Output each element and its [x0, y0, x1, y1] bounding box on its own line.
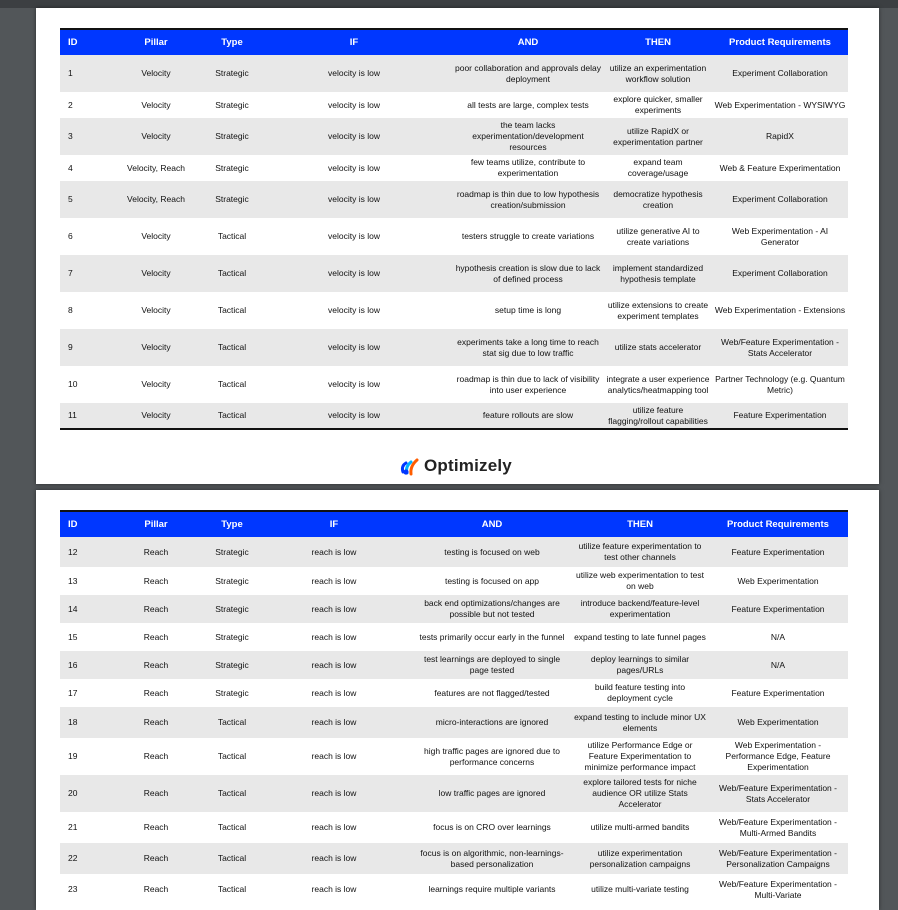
table-cell: Reach [104, 537, 208, 567]
table-cell: Tactical [208, 843, 256, 874]
table-cell: Web/Feature Experimentation - Stats Accelerator [708, 775, 848, 812]
table-cell: Velocity [104, 329, 208, 366]
table-cell: Strategic [215, 99, 249, 110]
table-cell: Reach [104, 707, 208, 738]
table-cell: Reach [143, 575, 169, 586]
table-cell: 6 [68, 231, 73, 241]
table-cell: testers struggle to create variations [461, 231, 595, 241]
table-body [60, 537, 848, 905]
hypothesis-table-page-2 [60, 510, 848, 905]
table-cell: expand testing to late funnel pages [574, 631, 706, 642]
table-header-row [60, 511, 848, 537]
column-header: Product Requirements [712, 29, 848, 55]
column-header: Type [208, 29, 256, 55]
table-row [60, 843, 848, 874]
table-cell: velocity is low [328, 305, 380, 315]
table-row [60, 679, 848, 707]
table-cell: Feature Experimentation [708, 537, 848, 567]
table-cell: 1 [60, 55, 104, 92]
table-cell: Reach [143, 884, 169, 894]
table-cell: 18 [60, 707, 104, 738]
table-cell: Strategic [208, 537, 256, 567]
table-cell: reach is low [256, 595, 412, 623]
column-header: AND [412, 511, 572, 537]
table-row [60, 874, 848, 905]
table-cell: 15 [68, 631, 78, 642]
table-cell: Reach [104, 651, 208, 679]
table-cell: reach is low [311, 631, 357, 642]
table-cell: 23 [68, 884, 78, 894]
table-cell: 17 [68, 687, 78, 698]
table-cell: Velocity [141, 379, 171, 389]
table-cell: velocity is low [256, 255, 452, 292]
table-cell: utilize multi-armed bandits [590, 822, 690, 832]
table-cell: Velocity [104, 255, 208, 292]
table-cell: Reach [104, 595, 208, 623]
table-cell: back end optimizations/changes are possible but not tested [412, 595, 572, 623]
table-cell: introduce backend/feature-level experimentation [572, 595, 708, 623]
table-cell: Tactical [217, 751, 247, 761]
table-cell: Strategic [208, 651, 256, 679]
table-cell: Tactical [217, 231, 247, 241]
column-header: ID [60, 511, 104, 537]
table-cell: Feature Experimentation [712, 403, 848, 429]
table-cell: Tactical [208, 255, 256, 292]
table-cell: roadmap is thin due to lack of visibility into user experience [456, 373, 600, 395]
table-cell: Experiment Collaboration [712, 55, 848, 92]
table-cell: Web Experimentation [737, 575, 819, 586]
table-row [60, 623, 848, 651]
table-cell: 13 [68, 575, 78, 586]
table-cell: utilize stats accelerator [604, 329, 712, 366]
table-row [60, 403, 848, 429]
optimizely-logo-icon [399, 454, 421, 478]
table-cell: utilize Performance Edge or Feature Experimentation to minimize performance impact [584, 740, 696, 772]
table-cell: 20 [60, 775, 104, 812]
table-cell: testing is focused on web [412, 537, 572, 567]
table-cell: Reach [143, 687, 169, 698]
table-cell: learnings require multiple variants [428, 884, 556, 894]
table-cell: N/A [770, 631, 786, 642]
table-cell: utilize generative AI to create variations [616, 225, 700, 247]
table-cell: Web Experimentation - Extensions [714, 305, 846, 315]
column-header: Product Requirements [708, 511, 848, 537]
table-cell: Strategic [208, 55, 256, 92]
table-cell: 9 [60, 329, 104, 366]
table-cell: expand team coverage/usage [627, 157, 689, 178]
table-cell: Web/Feature Experimentation - Multi-Armed Bandits [719, 816, 837, 838]
viewer-top-bar [0, 0, 898, 8]
table-cell: reach is low [256, 537, 412, 567]
table-cell: Velocity [104, 118, 208, 155]
table-cell: 8 [68, 305, 73, 315]
table-cell: low traffic pages are ignored [412, 775, 572, 812]
table-cell: Tactical [217, 822, 247, 832]
table-cell: reach is low [256, 775, 412, 812]
table-cell: implement standardized hypothesis template [604, 255, 712, 292]
table-cell: focus is on CRO over learnings [433, 822, 551, 832]
table-cell: Velocity [104, 403, 208, 429]
table-cell: reach is low [256, 843, 412, 874]
table-cell: reach is low [311, 751, 357, 761]
table-cell: Velocity [104, 55, 208, 92]
table-cell: Feature Experimentation [708, 595, 848, 623]
table-cell: 22 [60, 843, 104, 874]
table-cell: utilize experimentation personalization campaigns [572, 843, 708, 874]
table-cell: 21 [68, 822, 78, 832]
table-cell: build feature testing into deployment cycle [594, 682, 686, 703]
table-cell: Tactical [208, 775, 256, 812]
table-cell: setup time is long [494, 305, 562, 315]
column-header: Pillar [104, 29, 208, 55]
table-cell: testing is focused on app [444, 575, 540, 586]
table-cell: hypothesis creation is slow due to lack of defined process [452, 255, 604, 292]
table-cell: N/A [708, 651, 848, 679]
table-cell: Web/Feature Experimentation - Multi-Variate [719, 878, 837, 900]
document-page-2 [36, 490, 879, 910]
table-cell: reach is low [311, 687, 357, 698]
table-row [60, 118, 848, 155]
table-cell: Experiment Collaboration [712, 181, 848, 218]
table-cell: Partner Technology (e.g. Quantum Metric) [715, 373, 845, 395]
table-cell: utilize multi-variate testing [591, 884, 689, 894]
table-row [60, 155, 848, 181]
table-cell: velocity is low [256, 55, 452, 92]
table-cell: Tactical [208, 403, 256, 429]
table-row [60, 366, 848, 403]
table-cell: Experiment Collaboration [712, 255, 848, 292]
table-cell: Tactical [217, 305, 247, 315]
table-cell: velocity is low [328, 379, 380, 389]
table-cell: Reach [104, 775, 208, 812]
table-cell: Strategic [208, 181, 256, 218]
table-cell: all tests are large, complex tests [467, 99, 589, 110]
table-cell: Velocity [141, 305, 171, 315]
table-cell: reach is low [311, 822, 357, 832]
table-cell: velocity is low [328, 231, 380, 241]
table-cell: feature rollouts are slow [452, 403, 604, 429]
table-cell: Web/Feature Experimentation - Stats Accelerator [712, 329, 848, 366]
column-header: THEN [604, 29, 712, 55]
table-cell: Tactical [217, 379, 247, 389]
table-cell: 5 [60, 181, 104, 218]
table-row [60, 292, 848, 329]
table-cell: democratize hypothesis creation [604, 181, 712, 218]
table-cell: utilize RapidX or experimentation partner [604, 118, 712, 155]
table-cell: Tactical [217, 884, 247, 894]
table-cell: Reach [143, 751, 169, 761]
table-row [60, 329, 848, 366]
table-cell: Reach [104, 843, 208, 874]
table-cell: velocity is low [328, 162, 380, 173]
table-row [60, 218, 848, 255]
table-cell: utilize extensions to create experiment templates [607, 299, 709, 321]
table-cell: reach is low [311, 884, 357, 894]
table-row [60, 812, 848, 843]
table-cell: 16 [60, 651, 104, 679]
column-header: Type [208, 511, 256, 537]
table-cell: Web Experimentation - Performance Edge, Feature Experimentation [725, 740, 831, 772]
table-header-row [60, 29, 848, 55]
table-cell: 10 [68, 379, 78, 389]
table-row [60, 738, 848, 775]
table-cell: utilize an experimentation workflow solution [604, 55, 712, 92]
table-cell: experiments take a long time to reach stat sig due to low traffic [452, 329, 604, 366]
column-header: THEN [572, 511, 708, 537]
table-cell: RapidX [712, 118, 848, 155]
table-cell: integrate a user experience analytics/heatmapping tool [606, 373, 710, 395]
table-cell: 12 [60, 537, 104, 567]
table-cell: Web/Feature Experimentation - Personalization Campaigns [708, 843, 848, 874]
column-header: AND [452, 29, 604, 55]
table-cell: test learnings are deployed to single page tested [412, 651, 572, 679]
table-cell: features are not flagged/tested [434, 687, 550, 698]
table-cell: Strategic [215, 162, 249, 173]
table-cell: Strategic [215, 575, 249, 586]
table-cell: reach is low [256, 651, 412, 679]
table-cell: Web Experimentation - WYSIWYG [714, 99, 846, 110]
table-cell: reach is low [256, 707, 412, 738]
table-row [60, 651, 848, 679]
column-header: ID [60, 29, 104, 55]
table-cell: velocity is low [256, 329, 452, 366]
table-cell: 14 [60, 595, 104, 623]
table-cell: deploy learnings to similar pages/URLs [572, 651, 708, 679]
table-cell: explore tailored tests for niche audience OR utilize Stats Accelerator [572, 775, 708, 812]
table-cell: Web & Feature Experimentation [719, 162, 841, 173]
column-header: IF [256, 29, 452, 55]
table-cell: 2 [68, 99, 73, 110]
table-cell: 11 [60, 403, 104, 429]
table-cell: Velocity [141, 99, 171, 110]
table-cell: Web Experimentation - AI Generator [731, 225, 829, 247]
table-row [60, 595, 848, 623]
table-cell: Reach [143, 822, 169, 832]
table-cell: velocity is low [256, 403, 452, 429]
table-row [60, 567, 848, 595]
table-cell: utilize feature flagging/rollout capabilities [604, 403, 712, 429]
hypothesis-table-page-1 [60, 28, 848, 430]
brand-name: Optimizely [424, 456, 512, 475]
table-row [60, 707, 848, 738]
table-cell: velocity is low [256, 181, 452, 218]
table-cell: the team lacks experimentation/development resources [452, 118, 604, 155]
table-cell: velocity is low [328, 99, 380, 110]
table-cell: high traffic pages are ignored due to performance concerns [424, 745, 560, 767]
table-cell: utilize feature experimentation to test other channels [572, 537, 708, 567]
table-cell: 7 [60, 255, 104, 292]
table-cell: Strategic [208, 595, 256, 623]
table-row [60, 775, 848, 812]
table-cell: roadmap is thin due to low hypothesis creation/submission [452, 181, 604, 218]
table-body [60, 55, 848, 429]
table-row [60, 92, 848, 118]
table-cell: few teams utilize, contribute to experimentation [470, 157, 586, 178]
table-cell: 4 [68, 162, 73, 173]
table-cell: Velocity [141, 231, 171, 241]
table-cell: explore quicker, smaller experiments [613, 94, 703, 115]
table-cell: Tactical [208, 707, 256, 738]
table-cell: micro-interactions are ignored [412, 707, 572, 738]
column-header: Pillar [104, 511, 208, 537]
table-cell: Feature Experimentation [731, 687, 825, 698]
brand-logo [399, 453, 512, 479]
document-page-1 [36, 8, 879, 484]
table-cell: Reach [143, 631, 169, 642]
table-cell: utilize web experimentation to test on web [575, 570, 705, 591]
table-cell: 19 [68, 751, 78, 761]
table-cell: tests primarily occur early in the funnel [419, 631, 565, 642]
table-cell: reach is low [311, 575, 357, 586]
table-row [60, 537, 848, 567]
table-cell: Strategic [215, 687, 249, 698]
table-cell: velocity is low [256, 118, 452, 155]
column-header: IF [256, 511, 412, 537]
table-cell: Velocity, Reach [104, 181, 208, 218]
table-cell: poor collaboration and approvals delay deployment [452, 55, 604, 92]
table-cell: expand testing to include minor UX elements [572, 707, 708, 738]
table-cell: Tactical [208, 329, 256, 366]
table-cell: Strategic [215, 631, 249, 642]
table-cell: Strategic [208, 118, 256, 155]
table-row [60, 255, 848, 292]
table-cell: 3 [60, 118, 104, 155]
table-cell: Velocity, Reach [127, 162, 185, 173]
table-cell: Web Experimentation [708, 707, 848, 738]
table-row [60, 55, 848, 92]
table-cell: focus is on algorithmic, non-learnings-based personalization [412, 843, 572, 874]
table-row [60, 181, 848, 218]
